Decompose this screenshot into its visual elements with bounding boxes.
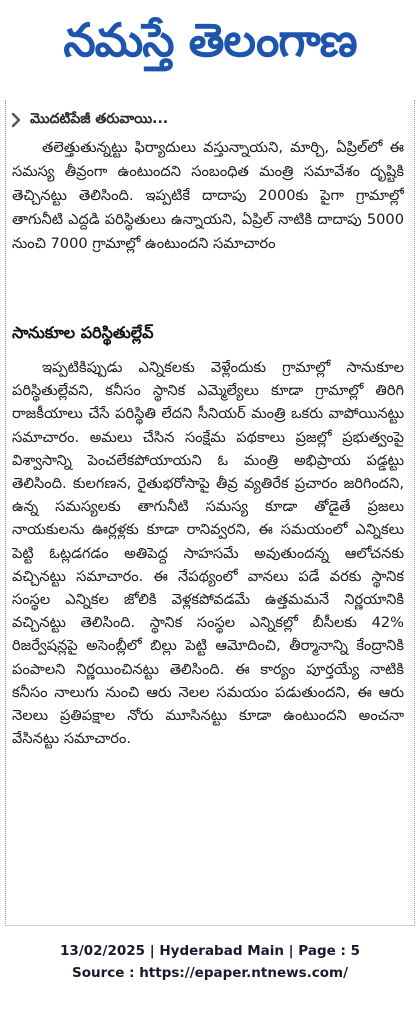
source-link[interactable]: Source : https://epaper.ntnews.com/ [71,965,349,981]
chevron-right-icon [10,110,22,130]
newspaper-title: నమస్తే తెలంగాణ [63,13,357,67]
article-paragraph-2: ఇప్పటికిప్పుడు ఎన్నికలకు వెళ్లేందుకు గ్రామాల్లో సానుకూల పరిస్థితుల్లేవని, కనీసం స్థానిక ఎమ్మెల్యేలు కూడా గ్రామాల్లో తిరిగి రాజకీయాలు చేసే పరిస్థితి లేదని సీనియర్ మంత్రి ఒకరు వాపోయినట్టు సమాచారం. అమలు చేసిన సంక్షేమ పథకాలు ప్రజల్లో ప్రభుత్వంపై విశ్వాసాన్ని పెంచలేకపోయాయని ఓ మంత్రి అభిప్రాయ పడ్డట్టు తెలిసింది. కులగణన, రైతుభరోసాపై తీవ్ర వ్యతిరేక ప్రచారం జరిగిందని, ఉన్న సమస్యలకు తాగునీటి సమస్య కూడా తోడైతే ప్రజలు నాయకులను ఊర్లళ్లకు కూడా రానివ్వరని, ఈ సమయంలో ఎన్నికలు పెట్టి ఓట్లడగడం అతిపెద్ద సాహసమే అవుతుందన్న ఆలోచనకు వచ్చినట్టు సమాచారం. ఈ నేపథ్యంలో వానలు పడే వరకు స్థానిక సంస్థల ఎన్నికల జోలికి వెళ్లకపోవడమే ఉత్తమమనే నిర్ణయానికి వచ్చినట్టు తెలిసింది. స్థానిక సంస్థల ఎన్నికల్లో బీసీలకు 42% రిజర్వేషన్లపై అసెంబ్లీలో బిల్లు పెట్టి ఆమోదించి, తీర్మానాన్ని కేంద్రానికి పంపాలని నిర్ణయించినట్టు తెలిసింది. ఈ కార్యం పూర్తయ్యే నాటికి కనీసం నాలుగు నుంచి ఆరు నెలల సమయం పడుతుందని, ఈ ఆరు నెలలు ప్రతిపక్షాల నోరు మూసినట్టు కూడా ఉంటుందని అంచనా వేసినట్టు సమాచారం. [12,359,404,748]
edition-info: 13/02/2025 | Hyderabad Main | Page : 5 [60,943,360,959]
article-kicker [10,108,408,132]
continued-label: మొదటిపేజీ తరువాయి... [30,110,169,127]
masthead [0,0,420,92]
article-subheading: సానుకూల పరిస్థితుల్లేవ్ [12,322,154,342]
article-paragraph-1: తలెత్తుతున్నట్టు ఫిర్యాదులు వస్తున్నాయని, మార్చి, ఏప్రిల్‌లో ఈ సమస్య తీవ్రంగా ఉంటుందని సంబంధిత మంత్రి సమావేశం దృష్టికి తెచ్చినట్టు తెలిసింది. ఇప్పటికే దాదాపు 2000కు పైగా గ్రామాల్లో తాగునీటి ఎద్దడి పరిస్థితులు ఉన్నాయని, ఏప్రిల్ నాటికి దాదాపు 5000 నుంచి 7000 గ్రామాల్లో ఉంటుందని సమాచారం [12,139,404,252]
page-footer [0,940,420,1000]
